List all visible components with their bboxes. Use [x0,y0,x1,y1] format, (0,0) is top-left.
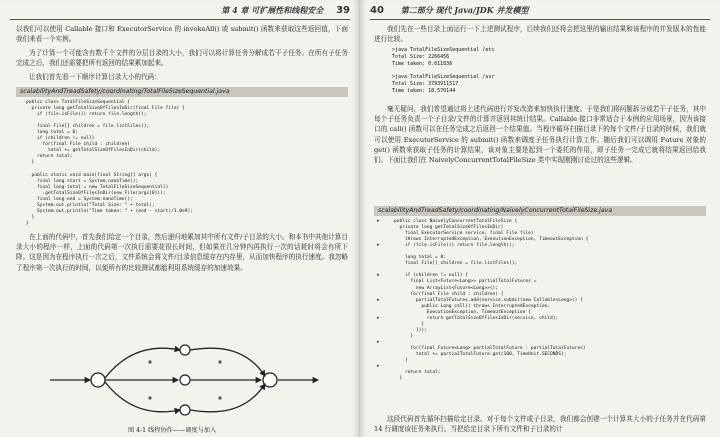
output-line: Time taken: 0.011836 [392,60,453,67]
code-line: } [394,358,408,364]
figure-caption: 图 4-1 线程协作——调度与加入 [128,427,217,434]
code-line: total += getTotalSizeOfFilesInDir(child); [26,148,161,154]
code-margin-marker: ▸ [377,218,380,224]
code-line: ExecutionException, TimeoutException { [394,309,531,315]
code-line: if (file.isFile()) return file.length(); [394,243,515,249]
code-margin-marker: ▸ [377,272,380,279]
code-line: final long end = System.nanoTime(); [26,196,133,202]
output-line: Time taken: 18.570144 [392,87,456,94]
code-line: new ArrayList<Future<Long>>(); [394,285,499,291]
right-page-number: 40 [370,5,384,16]
code-margin-marker: ▸ [377,339,380,345]
code-line: return total; [26,154,73,160]
left-code-title-bar: scalabilityAndTreadSafety/coordinating/TotalFileSizeSequential.java [16,87,348,97]
code-line: } [394,333,414,339]
thread-coordination-diagram [50,340,320,418]
left-page-header [10,5,350,19]
right-code-title-bar: scalabilityAndTreadSafety/coordinating/NaivelyConcurrentTotalFileSize.java [374,206,706,216]
code-line: final long start = System.nanoTime(); [26,178,139,184]
code-line: long total = 0; [26,130,79,136]
code-line: if (children != null) { [394,273,468,279]
code-line: final File[] children = file.listFiles(); [394,261,518,267]
right-intro-paragraph: 我们先在一些目录上面运行一下上述测试程序，后续我们还将会把这里的输出结果和该程序的并发版本的性能进行比较。 [374,25,706,44]
code-margin-marker: ▸ [377,242,380,249]
right-code-listing [394,219,588,382]
right-main-paragraph: 毫无疑问，我们希望通过将上述代码进行并发改造来加快执行速度。于是我们将问题拆分成若干子任务，其中每个子任务负责一个子目录/文件的计算并返回其统计结果。Callable 接口非常适合于本例的应用场景，因为该接口的 call() 函数可以在任务完成之后返回一个结果值。当程序循环扫描目录下的每个文件/子目录的时候，我们就可以使用 ExecutorService 的 submit() 函数来调度子任务执行计算工作。随后我们可以调用 Future 对象的 get() 函数来获取子任务的计算结果，该对象主要是起到一个委托的作用，即子任务一完成它就将结果返回给我们。下面让我们在 NaivelyConcurrentTotalFileSize 类中实现刚刚讨论过的这些逻辑。 [374,105,706,165]
code-line: for(final File child : children) { [394,291,504,297]
code-margin-marker: ▸ [377,296,380,303]
code-line: public Long call() throws InterruptedException, [394,303,551,309]
code-line: return getTotalSizeOfFilesInDir(service, child); [394,315,559,321]
right-page [360,0,720,437]
code-margin-marker: ▸ [377,314,380,321]
code-line: final long total = new TotalFileSizeSequential() [26,184,169,190]
code-line: for(final File child : children) [26,142,131,148]
code-line: private long getTotalSizeOfFilesInDir( [394,225,504,231]
console-output [392,47,494,95]
left-header-rule [10,19,350,20]
code-line: return total; [394,370,441,376]
code-line: total += partialTotalFuture.get(100, TimeUnit.SECONDS); [394,352,567,358]
code-line: throws InterruptedException, ExecutionException, TimeoutException { [394,237,589,243]
code-line: } [394,376,403,382]
left-paragraph-1: 以我们可以使用 Callable 接口和 ExecutorService 的 invokeAll() 或 submit() 函数来获取这些返回值，下面我们来看一个实例。 [16,25,348,44]
left-body-paragraph: 在上面的代码中，首先我们给定一个目录，然后递归地累加其中所有文件/子目录的大小。和本书中其他计算目录大小的程序一样，上面的代码第一次执行需要花很长时间，但如果在几分钟内再执行一次的话耗时将会有所下降。这是因为在程序执行一次之后，文件系统会将文件/目录信息缓存在内存里，从而加快程序的执行速度。我忽略了程序第一次执行的时间，以便所有的比较测试都能利用系统缓存的加速效果。 [16,233,348,272]
code-line: public class NaivelyConcurrentTotalFileSize { [394,219,518,224]
left-paragraph-3: 让我们首先看一下顺序计算目录大小的代码： [29,73,161,81]
code-line: } [26,214,35,220]
code-line: System.out.println("Total Size: " + total); [26,202,155,208]
output-line: Total Size: 2266456 [392,53,450,60]
code-line: final ExecutorService service, final File file) [394,231,534,237]
output-line: Total Size: 3793911517 [392,80,459,87]
code-line: final File[] children = file.listFiles(); [26,124,150,130]
code-line: long total = 0; [394,255,447,261]
output-line [392,67,494,74]
code-line: })); [394,327,427,333]
left-page-number: 39 [336,5,350,16]
output-line: >java TotalFileSizeSequential /etc [392,47,495,53]
code-line: partialTotalFutures.add(service.submit(new Callable<Long>() { [394,297,583,303]
right-header-part: 第二部分 现代 Java/JDK 并发模型 [400,5,529,15]
code-line: private long getTotalSizeOfFilesInDir(final File file) { [26,106,185,112]
left-code-listing [26,100,193,227]
right-page-header [370,5,710,19]
code-line: if (file.isFile()) return file.length(); [26,112,147,118]
code-line: if (children != null) [26,136,95,142]
right-bottom-paragraph: 这段代码首先循环扫描给定目录。对于每个文件或子目录，我们都会创建一个计算其大小的子任务并在代码第 14 行调度该任务来执行。当把给定目录下所有文件和子目录的计 [374,415,706,434]
code-line: } [26,160,35,166]
code-line: public class TotalFileSizeSequential { [26,100,131,105]
code-line: for(final Future<Long> partialTotalFuture : partialTotalFutures) [394,345,586,351]
left-paragraph-2: 为了计算一个可能含有数千个文件的分层目录的大小，我们可以将计算任务分解成若干子任务。在所有子任务完成之后，我们还需要把所有返回的结果累加起来。 [16,49,348,68]
code-line: System.out.println("Time taken: " + (end - start)/1.0e9); [26,208,193,214]
code-line: } [394,321,425,327]
code-line: final List<Future<Long>> partialTotalFutures = [394,279,537,285]
right-header-rule [370,19,710,20]
output-line: >java TotalFileSizeSequential /usr [392,74,495,81]
left-header-title: 第 4 章 可扩展性和线程安全 [221,5,324,15]
code-margin-marker: ▸ [377,363,380,370]
code-line: .getTotalSizeOfFilesInDir(new File(args[0])); [26,190,166,196]
code-line: } [26,220,29,226]
code-line: public static void main(final String[] args) { [26,172,158,178]
